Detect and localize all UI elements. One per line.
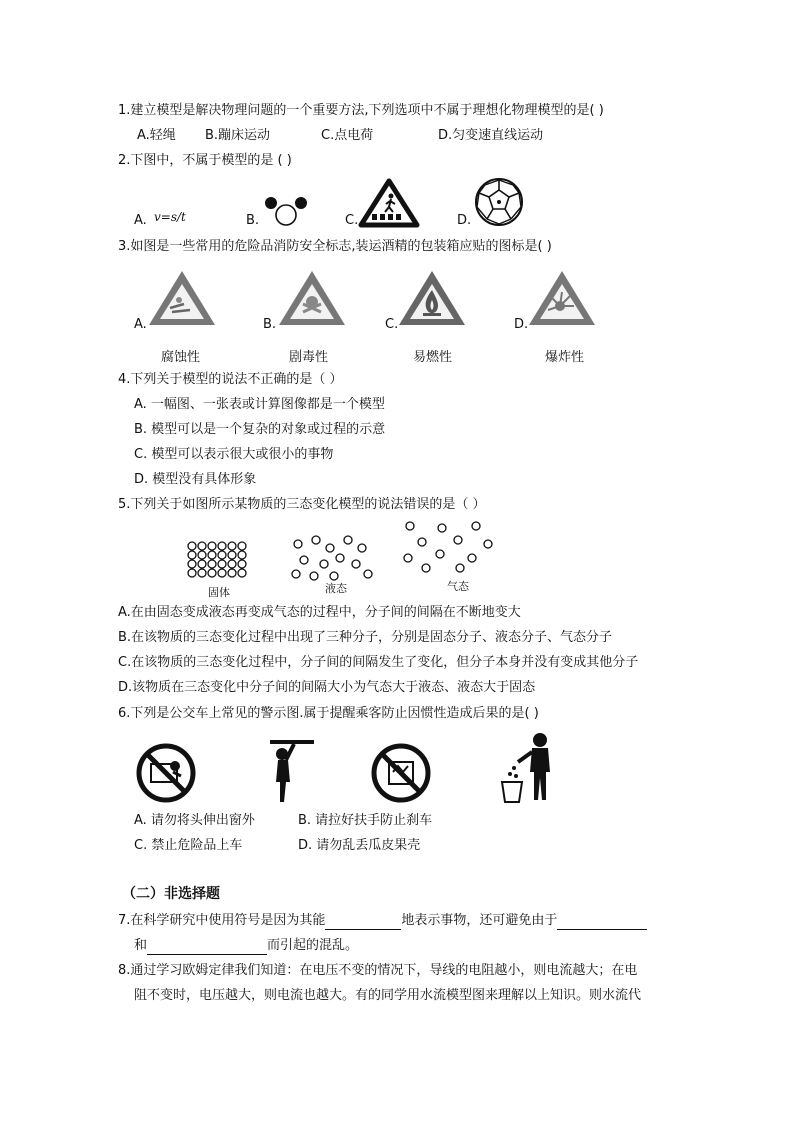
q3-stem: 3.如图是一些常用的危险品消防安全标志,装运酒精的包装箱应贴的图标是( ) [118, 239, 552, 254]
q7-blank-1[interactable] [325, 915, 401, 930]
section-title: （二）非选择题 [122, 886, 220, 902]
q2-label-b: B. [246, 213, 260, 228]
q5-stem: 5.下列关于如图所示某物质的三态变化模型的说法错误的是（ ） [118, 497, 486, 512]
corrosive-hazard-sign-icon [146, 268, 218, 328]
q3-caption-corrosive: 腐蚀性 [161, 350, 201, 365]
q6-option-c: C. 禁止危险品上车 [134, 838, 243, 853]
hold-handrail-sign-icon [268, 738, 316, 804]
q2-label-c: C. [345, 213, 359, 228]
liquid-state-particles-icon [290, 534, 376, 582]
q8-line2: 阻不变时，电压越大，则电流也越大。有的同学用水流模型图来理解以上知识。则水流代 [134, 988, 642, 1003]
q7-line2 [134, 937, 358, 955]
liquid-state-label: 液态 [325, 582, 347, 595]
q3-label-b: B. [263, 317, 277, 332]
q1-option-d: D.匀变速直线运动 [438, 128, 544, 143]
q4-option-d: D. 模型没有具体形象 [134, 472, 257, 487]
q2-stem: 2.下图中，不属于模型的是 ( ) [118, 153, 292, 168]
q6-stem: 6.下列是公交车上常见的警示图.属于提醒乘客防止因惯性造成后果的是( ) [118, 706, 539, 721]
q1-option-c: C.点电荷 [321, 128, 374, 143]
q5-option-b: B.在该物质的三态变化过程中出现了三种分子，分别是固态分子、液态分子、气态分子 [118, 630, 613, 645]
q7-text-1: 7.在科学研究中使用符号是因为其能 [118, 913, 326, 928]
q3-label-c: C. [385, 317, 399, 332]
q6-option-b: B. 请拉好扶手防止刹车 [298, 813, 433, 828]
q6-option-a: A. 请勿将头伸出窗外 [134, 813, 255, 828]
q4-option-b: B. 模型可以是一个复杂的对象或过程的示意 [134, 422, 386, 437]
q2-formula: v=s/t [154, 210, 186, 224]
q3-label-a: A. [134, 317, 147, 332]
solid-state-label: 固体 [208, 586, 230, 599]
gas-state-particles-icon [402, 520, 494, 574]
q2-label-a: A. [134, 213, 147, 228]
gas-state-label: 气态 [447, 580, 469, 593]
q1-option-b: B.蹦床运动 [205, 128, 271, 143]
q7-blank-2[interactable] [557, 915, 647, 930]
q4-stem: 4.下列关于模型的说法不正确的是（ ） [118, 372, 343, 387]
q1-option-a: A.轻绳 [137, 128, 176, 143]
flammable-hazard-sign-icon [396, 268, 468, 328]
explosive-hazard-sign-icon [526, 268, 598, 328]
q5-option-c: C.在该物质的三态变化过程中，分子间的间隔发生了变化，但分子本身并没有变成其他分子 [118, 655, 639, 670]
q2-label-d: D. [457, 213, 472, 228]
q7-text-2: 地表示事物，还可避免由于 [401, 913, 558, 928]
fullerene-model-icon [473, 176, 525, 228]
q4-option-a: A. 一幅图、一张表或计算图像都是一个模型 [134, 397, 385, 412]
q3-label-d: D. [514, 317, 529, 332]
q7-text-4: 而引起的混乱。 [267, 938, 359, 953]
pedestrian-crossing-sign-icon [358, 178, 420, 228]
q7-text-3: 和 [134, 938, 148, 953]
toxic-hazard-sign-icon [276, 268, 348, 328]
q6-option-d: D. 请勿乱丢瓜皮果壳 [298, 838, 421, 853]
q5-option-a: A.在由固态变成液态再变成气态的过程中，分子间的间隔在不断地变大 [118, 605, 521, 620]
q7-line1 [118, 912, 647, 930]
no-dangerous-goods-sign-icon [370, 742, 432, 804]
q1-stem: 1.建立模型是解决物理问题的一个重要方法,下列选项中不属于理想化物理模型的是( ) [118, 103, 604, 118]
no-head-out-window-sign-icon [135, 742, 197, 804]
q4-option-c: C. 模型可以表示很大或很小的事物 [134, 447, 334, 462]
no-littering-sign-icon [496, 730, 562, 804]
q3-caption-toxic: 剧毒性 [289, 350, 329, 365]
molecule-model-icon [262, 194, 310, 228]
solid-state-particles-icon [186, 540, 250, 580]
q8-line1: 8.通过学习欧姆定律我们知道：在电压不变的情况下，导线的电阻越小，则电流越大；在电 [118, 963, 638, 978]
q3-caption-explosive: 爆炸性 [545, 350, 585, 365]
q7-blank-3[interactable] [147, 940, 267, 955]
q3-caption-flammable: 易燃性 [413, 350, 453, 365]
q5-option-d: D.该物质在三态变化中分子间的间隔大小为气态大于液态、液态大于固态 [118, 680, 536, 695]
